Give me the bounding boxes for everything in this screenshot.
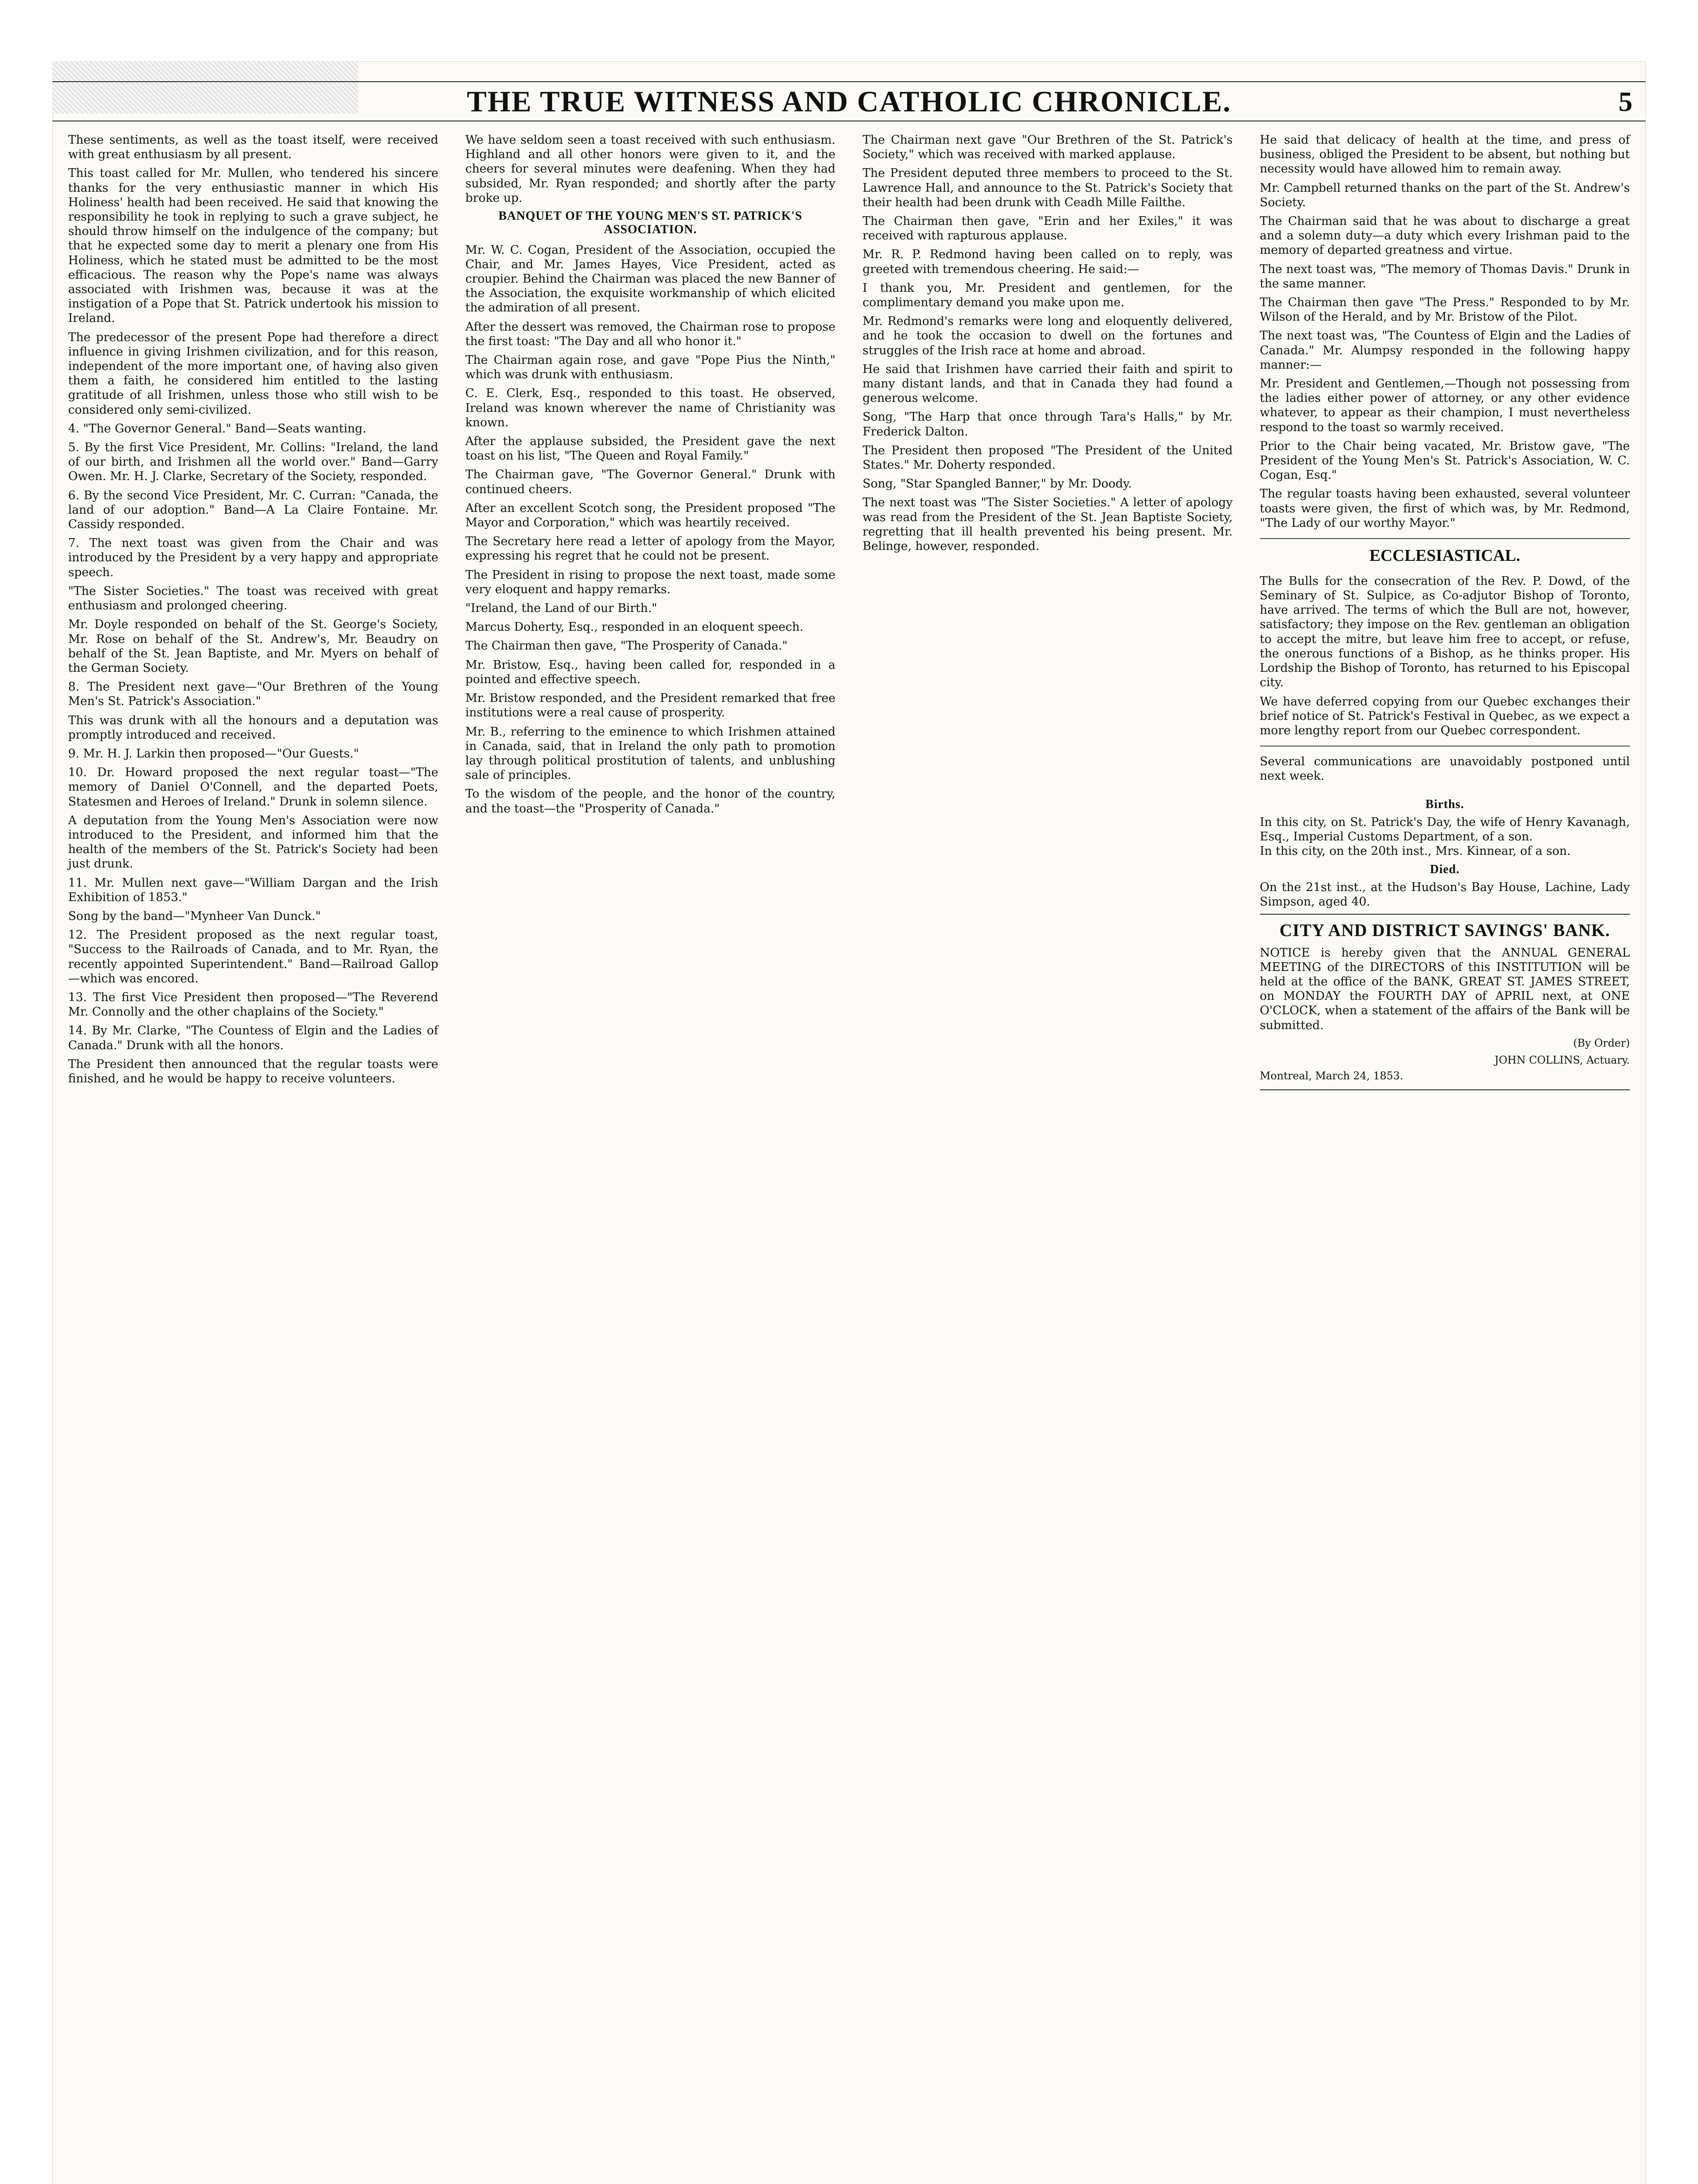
column-1-paragraph-17: 12. The President proposed as the next regular toast, "Success to the Railroads of Canada, and to Mr. Ryan, the recently appointed Superintendent." Band—Railroad Gallop—which was encored. — [68, 928, 442, 985]
banquet-section-title: BANQUET OF THE YOUNG MEN'S ST. PATRICK'S ASSOCIATION. — [498, 209, 803, 236]
column-4 — [1254, 133, 1636, 2184]
births-spacer — [1260, 788, 1630, 794]
column-4-paragraph-2: Mr. Campbell returned thanks on the part of the St. Andrew's Society. — [1260, 181, 1634, 209]
column-3-paragraph-5: I thank you, Mr. President and gentlemen, for the complimentary demand you make upon me. — [863, 281, 1237, 310]
actuary-signature: JOHN COLLINS, Actuary. — [1494, 1054, 1630, 1066]
ecclesiastical-heading: ECCLESIASTICAL. — [1369, 546, 1520, 565]
column-4-paragraph-1: He said that delicacy of health at the time, and press of business, obliged the President to be absent, but nothing but necessity would have allowed him to remain away. — [1260, 133, 1634, 176]
column-2-paragraph-12: The Chairman then gave, "The Prosperity of Canada." — [465, 639, 788, 653]
column-4-paragraph-9: The regular toasts having been exhausted, several volunteer toasts were given, the first of which was, by Mr. Redmond, "The Lady of our worthy Mayor." — [1260, 487, 1634, 530]
column-2 — [459, 133, 842, 2184]
column-4-paragraph-3: The Chairman said that he was about to discharge a great and a solemn duty—a duty which every Irishman paid to the memory of departed greatness and virtue. — [1260, 214, 1634, 257]
column-2-intro-paragraph: We have seldom seen a toast received with such enthusiasm. Highland and all other honors were given to it, and the cheers for several minutes were deafening. When they had subsided, Mr. Ryan responded; and shortly after the party broke up. — [465, 133, 839, 205]
article-columns — [62, 133, 1636, 2184]
by-order-signature: (By Order) — [1573, 1037, 1630, 1049]
column-1-paragraph-9: Mr. Doyle responded on behalf of the St. George's Society, Mr. Rose on behalf of the St. Andrew's, Mr. Beaudry on behalf of the St. Jean Baptiste, and Mr. Myers on behalf of the German Society. — [68, 618, 442, 675]
column-3-paragraph-10: Song, "Star Spangled Banner," by Mr. Doody. — [863, 477, 1132, 491]
column-2-paragraph-4: C. E. Clerk, Esq., responded to this toast. He observed, Ireland was known wherever the name of Christianity was known. — [465, 387, 839, 429]
column-1-paragraph-6: 6. By the second Vice President, Mr. C. Curran: "Canada, the land of our adoption." Band—A La Claire Fontaine. Mr. Cassidy responded. — [68, 488, 442, 532]
masthead — [52, 81, 1646, 121]
column-3-paragraph-3: The Chairman then gave, "Erin and her Exiles," it was received with rapturous applause. — [863, 214, 1237, 243]
savings-bank-notice — [1260, 914, 1634, 1091]
column-3-paragraph-2: The President deputed three members to proceed to the St. Lawrence Hall, and announce to the St. Patrick's Society that their health had been drunk with Ceadh Mille Failthe. — [863, 166, 1237, 209]
died-text: On the 21st inst., at the Hudson's Bay House, Lachine, Lady Simpson, aged 40. — [1260, 881, 1634, 909]
column-1-paragraph-13: 10. Dr. Howard proposed the next regular toast—"The memory of Daniel O'Connell, and the departed Poets, Statesmen and Heroes of Ireland." Drunk in solemn silence. — [68, 766, 442, 809]
column-1-paragraph-10: 8. The President next gave—"Our Brethren of the Young Men's St. Patrick's Association." — [68, 680, 442, 708]
column-2-paragraph-7: After an excellent Scotch song, the President proposed "The Mayor and Corporation," which was heartily received. — [465, 501, 839, 530]
column-2-paragraph-13: Mr. Bristow, Esq., having been called for, responded in a pointed and effective speech. — [465, 658, 839, 686]
column-1-paragraph-2: This toast called for Mr. Mullen, who tendered his sincere thanks for the very enthusiastic manner in which His Holiness' health had been received. He said that knowing the responsibility he took in replying to such a grave subject, he should throw himself on the indulgence of the company; but that he expected some day to merit a plenary one from His Holiness, which he stated must be admitted to be the most efficacious. The reason why the Pope's name was always associated with Irishmen was, because it was at the instigation of a Pope that St. Patrick undertook his mission to Ireland. — [68, 166, 442, 325]
column-1-paragraph-19: 14. By Mr. Clarke, "The Countess of Elgin and the Ladies of Canada." Drunk with all the honors. — [68, 1024, 442, 1052]
births-heading: Births. — [1425, 797, 1464, 811]
column-1-paragraph-12: 9. Mr. H. J. Larkin then proposed—"Our Guests." — [68, 746, 359, 760]
column-1-paragraph-7: 7. The next toast was given from the Chair and was introduced by the President by a very happy and appropriate speech. — [68, 536, 442, 579]
column-3 — [856, 133, 1239, 2184]
column-2-paragraph-2: After the dessert was removed, the Chairman rose to propose the first toast: "The Day and all who honor it." — [465, 320, 839, 348]
column-4-paragraph-7: Mr. President and Gentlemen,—Though not possessing from the ladies either power of attorney, or any other evidence whatever, to appear as their champion, I must nevertheless respond to the toast so warmly received. — [1260, 377, 1634, 434]
column-1-paragraph-11: This was drunk with all the honours and a deputation was promptly introduced and received. — [68, 713, 442, 742]
column-1-paragraph-5: 5. By the first Vice President, Mr. Collins: "Ireland, the land of our birth, and Irishmen all the world over." Band—Garry Owen. Mr. H. J. Clarke, Secretary of the Society, responded. — [68, 441, 442, 484]
quebec-notice-paragraph: We have deferred copying from our Quebec exchanges their brief notice of St. Patrick's Festival in Quebec, as we expect a more lengthy report from our Quebec correspondent. — [1260, 695, 1634, 737]
column-3-paragraph-1: The Chairman next gave "Our Brethren of the St. Patrick's Society," which was received with marked applause. — [863, 133, 1237, 162]
newspaper-title: THE TRUE WITNESS AND CATHOLIC CHRONICLE. — [466, 84, 1232, 118]
newspaper-page — [52, 61, 1646, 2184]
column-3-paragraph-9: The President then proposed "The President of the United States." Mr. Doherty responded. — [863, 443, 1237, 472]
notice-date-line: Montreal, March 24, 1853. — [1260, 1070, 1403, 1082]
column-4-paragraph-5: The Chairman then gave "The Press." Responded to by Mr. Wilson of the Herald, and by Mr. Bristow of the Pilot. — [1260, 296, 1634, 324]
column-1-paragraph-14: A deputation from the Young Men's Association were now introduced to the President, and informed him that the health of the members of the St. Patrick's Society had been just drunk. — [68, 813, 442, 871]
column-4-paragraph-6: The next toast was, "The Countess of Elgin and the Ladies of Canada." Mr. Alumpsy responded in the following happy manner:— — [1260, 329, 1634, 372]
column-3-paragraph-8: Song, "The Harp that once through Tara's Halls," by Mr. Frederick Dalton. — [863, 410, 1237, 439]
column-2-paragraph-10: "Ireland, the Land of our Birth." — [465, 601, 657, 615]
column-2-paragraph-9: The President in rising to propose the next toast, made some very eloquent and happy remarks. — [465, 568, 839, 596]
column-3-paragraph-7: He said that Irishmen have carried their faith and spirit to many distant lands, and that in Canada they had found a generous welcome. — [863, 362, 1237, 405]
column-1-paragraph-16: Song by the band—"Mynheer Van Dunck." — [68, 909, 321, 923]
column-2-paragraph-1: Mr. W. C. Cogan, President of the Association, occupied the Chair, and Mr. James Hayes, Vice President, acted as croupier. Behind the Chairman was placed the new Banner of the Association, the exquisite workmanship of which elicited the admiration of all present. — [465, 243, 839, 315]
ecclesiastical-paragraph: The Bulls for the consecration of the Rev. P. Dowd, of the Seminary of St. Sulpice, as Co-adjutor Bishop of Toronto, have arrived. The terms of which the Bull are not, however, satisfactory; they impose on the Rev. gentleman an obligation to accept the mitre, but leave him free to accept, or refuse, the onerous functions of a Bishop, as he thinks proper. His Lordship the Bishop of Toronto, has returned to his Episcopal city. — [1260, 574, 1634, 690]
column-3-paragraph-4: Mr. R. P. Redmond having been called on to reply, was greeted with tremendous cheering. He said:— — [863, 248, 1237, 276]
column-2-paragraph-11: Marcus Doherty, Esq., responded in an eloquent speech. — [465, 620, 804, 634]
column-4-paragraph-4: The next toast was, "The memory of Thomas Davis." Drunk in the same manner. — [1260, 262, 1634, 290]
postponed-notice-paragraph: Several communications are unavoidably postponed until next week. — [1260, 755, 1634, 783]
column-1-paragraph-3: The predecessor of the present Pope had therefore a direct influence in giving Irishmen civilization, and for this reason, independent of the more important one, of having also given them a faith, he considered him entitled to the lasting gratitude of all Irishmen, unless those who still wish to be considered only semi-civilized. — [68, 330, 442, 417]
column-3-paragraph-11: The next toast was "The Sister Societies." A letter of apology was read from the President of the St. Jean Baptiste Society, regretting that ill health prevented his being present. Mr. Belinge, however, responded. — [863, 496, 1237, 553]
column-1-paragraph-8: "The Sister Societies." The toast was received with great enthusiasm and prolonged cheering. — [68, 584, 442, 613]
savings-bank-text: NOTICE is hereby given that the ANNUAL GENERAL MEETING of the DIRECTORS of this INSTITUTION will be held at the office of the BANK, GREAT ST. JAMES STREET, on MONDAY the FOURTH DAY of APRIL next, at ONE O'CLOCK, when a statement of the affairs of the Bank will be submitted. — [1260, 946, 1634, 1032]
savings-bank-heading: CITY AND DISTRICT SAVINGS' BANK. — [1279, 920, 1610, 940]
births-text: In this city, on St. Patrick's Day, the wife of Henry Kavanagh, Esq., Imperial Customs Department, of a son. In this city, on the 20th inst., Mrs. Kinnear, of a son. — [1260, 815, 1630, 858]
column-1 — [62, 133, 445, 2184]
column-2-paragraph-6: The Chairman gave, "The Governor General." Drunk with continued cheers. — [465, 468, 839, 496]
column-1-paragraph-1: These sentiments, as well as the toast itself, were received with great enthusiasm by all present. — [68, 133, 442, 162]
column-3-paragraph-6: Mr. Redmond's remarks were long and eloquently delivered, and he took the occasion to dwell on the fortunes and struggles of the Irish race at home and abroad. — [863, 314, 1237, 357]
column-2-paragraph-3: The Chairman again rose, and gave "Pope Pius the Ninth," which was drunk with enthusiasm. — [465, 353, 839, 382]
column-2-paragraph-15: Mr. B., referring to the eminence to which Irishmen attained in Canada, said, that in Ireland the only path to promotion lay through political prostitution of talents, and unblushing sale of principles. — [465, 725, 839, 782]
died-heading: Died. — [1430, 863, 1460, 877]
page-number: 5 — [1619, 86, 1632, 117]
column-1-paragraph-4: 4. "The Governor General." Band—Seats wanting. — [68, 422, 366, 435]
column-2-paragraph-14: Mr. Bristow responded, and the President remarked that free institutions were a real cause of prosperity. — [465, 691, 839, 720]
column-1-paragraph-18: 13. The first Vice President then proposed—"The Reverend Mr. Connolly and the other chaplains of the Society." — [68, 990, 442, 1019]
ecclesiastical-divider — [1260, 538, 1630, 539]
column-2-paragraph-8: The Secretary here read a letter of apology from the Mayor, expressing his regret that he could not be present. — [465, 535, 839, 563]
column-2-paragraph-5: After the applause subsided, the President gave the next toast on his list, "The Queen and Royal Family." — [465, 435, 839, 463]
column-4-paragraph-8: Prior to the Chair being vacated, Mr. Bristow gave, "The President of the Young Men's St. Patrick's Association, W. C. Cogan, Esq." — [1260, 439, 1634, 482]
column-1-paragraph-20: The President then announced that the regular toasts were finished, and he would be happy to receive volunteers. — [68, 1057, 442, 1085]
column-1-paragraph-15: 11. Mr. Mullen next gave—"William Dargan and the Irish Exhibition of 1853." — [68, 876, 442, 904]
column-2-paragraph-16: To the wisdom of the people, and the honor of the country, and the toast—the "Prosperity of Canada." — [465, 787, 839, 816]
